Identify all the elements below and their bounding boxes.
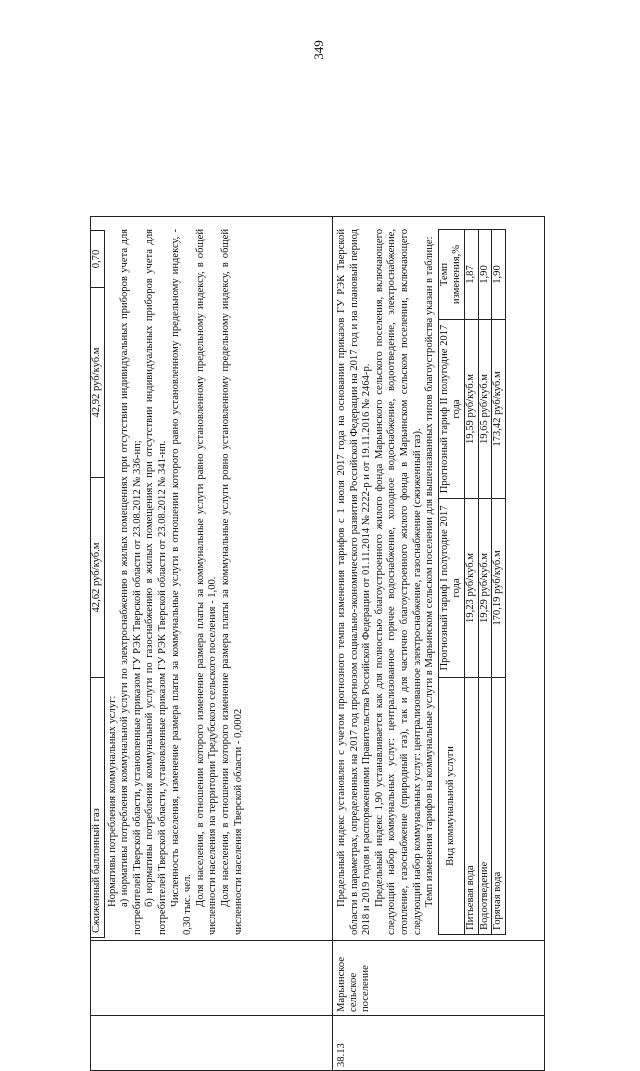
gas-tariff-1: 42,62 руб/куб.м [91, 478, 105, 678]
paragraph: Предельный индекс установлен с учетом прогнозного темпа изменения тарифов с 1 июля 2017 года на основании приказов ГУ РЭК Тверской области в параметрах, определенных на 2017 год прогнозом социально-экономического развития Российской Федерации на 2017 год и на плановый период 2018 и 2019 годов и распоряжениями Правительства Российской Федерации от 01.11.2014 № 2222-р и от 19.11.2016 № 2464-р. [336, 229, 373, 935]
cell-tariff-1: 170,19 руб/куб.м [492, 499, 506, 678]
border-bottom [544, 216, 545, 1071]
gas-tariff-2: 42,92 руб/куб.м [91, 288, 105, 478]
header-tariff-1: Прогнозный тариф I полугодие 2017 года [438, 499, 464, 678]
paragraph: б) нормативы потребления коммунальной услуги по газоснабжению в жилых помещениях при отсутствии индивидуальных приборов учета для потребителей Тверской области, установленные приказом ГУ РЭК Тверской области от 23.08.2012 № 341-нп. [144, 229, 168, 935]
row-38-13-content [336, 229, 506, 935]
rotated-document-sheet [90, 216, 545, 1071]
header-service: Вид коммунальной услуги [438, 678, 464, 935]
border-name-col [90, 940, 545, 941]
border-right [90, 216, 545, 217]
paragraph: Численность населения, изменение размера платы за коммунальные услуги в отношении которого равно установленному предельному индексу, - 0,30 тыс. чел. [169, 229, 194, 935]
header-change: Темп изменения,% [438, 230, 464, 320]
cell-tariff-2: 19,59 руб/куб.м [464, 320, 478, 499]
cell-tariff-2: 173,42 руб/куб.м [492, 320, 506, 499]
settlement-name: Марьинское сельское поселение [336, 956, 371, 1012]
paragraph: Предельный индекс 1,90 устанавливается как для полностью благоустроенного жилого фонда Марьинского сельского поселения, включающего следующий набор коммунальных услуг: централизованное горячее водоснабжение, холодное водоснабжение, водоотведение, электроснабжение, отопление, газоснабжение (природный газ), так и для частично благоустроенного жилого фонда в Марьинском сельском поселении, включающего следующий набор коммунальных услуг: централизованное электроснабжение, газоснабжение (сжиженный газ). [373, 229, 423, 935]
page-number: 349 [311, 40, 326, 60]
cell-change: 1,87 [464, 230, 478, 320]
border-num-col [90, 1015, 545, 1016]
gas-table [90, 230, 105, 938]
cell-service: Горячая вода [492, 678, 506, 935]
cell-service: Питьевая вода [464, 678, 478, 935]
cell-service: Водоотведение [478, 678, 492, 935]
cell-tariff-1: 19,29 руб/куб.м [478, 499, 492, 678]
paragraph: а) нормативы потребления коммунальной услуги по электроснабжению в жилых помещениях при отсутствии индивидуальных приборов учета для потребителей Тверской области, установленные приказом ГУ РЭК Тверской области от 23.08.2012 № 336-нп; [119, 229, 143, 935]
table-row [492, 230, 506, 935]
gas-name: Сжиженный баллонный газ [91, 678, 105, 938]
table-row [464, 230, 478, 935]
cell-change: 1,90 [478, 230, 492, 320]
paragraph: Доля населения, в отношении которого изменение размера платы за коммунальные услуги равно установленному предельному индексу, в общей численности населения на территории Тредубского сельского поселения - 1,00. [194, 229, 219, 935]
paragraph: Нормативы потребления коммунальных услуг: [106, 695, 118, 907]
row-number: 38.13 [336, 1043, 347, 1067]
cell-tariff-2: 19,65 руб/куб.м [478, 320, 492, 499]
table-header-row [438, 230, 464, 935]
cell-change: 1,90 [492, 230, 506, 320]
top-block [90, 229, 245, 935]
header-tariff-2: Прогнозный тариф II полугодие 2017 года [438, 320, 464, 499]
row-separator [332, 216, 333, 1071]
paragraph: Темп изменения тарифов на коммунальные услуги в Марьинском сельском поселении для вышеназванных типов благоустройства указан в таблице: [424, 236, 436, 907]
table-row [478, 230, 492, 935]
cell-tariff-1: 19,23 руб/куб.м [464, 499, 478, 678]
gas-change: 0,70 [91, 231, 105, 288]
table-row [91, 231, 105, 938]
tariff-table [438, 229, 506, 935]
paragraph: Доля населения, в отношении которого изменение размера платы за коммунальные услуги ровно установленному предельному индексу, в общей численности населения Тверской области - 0,0002 [219, 229, 244, 935]
